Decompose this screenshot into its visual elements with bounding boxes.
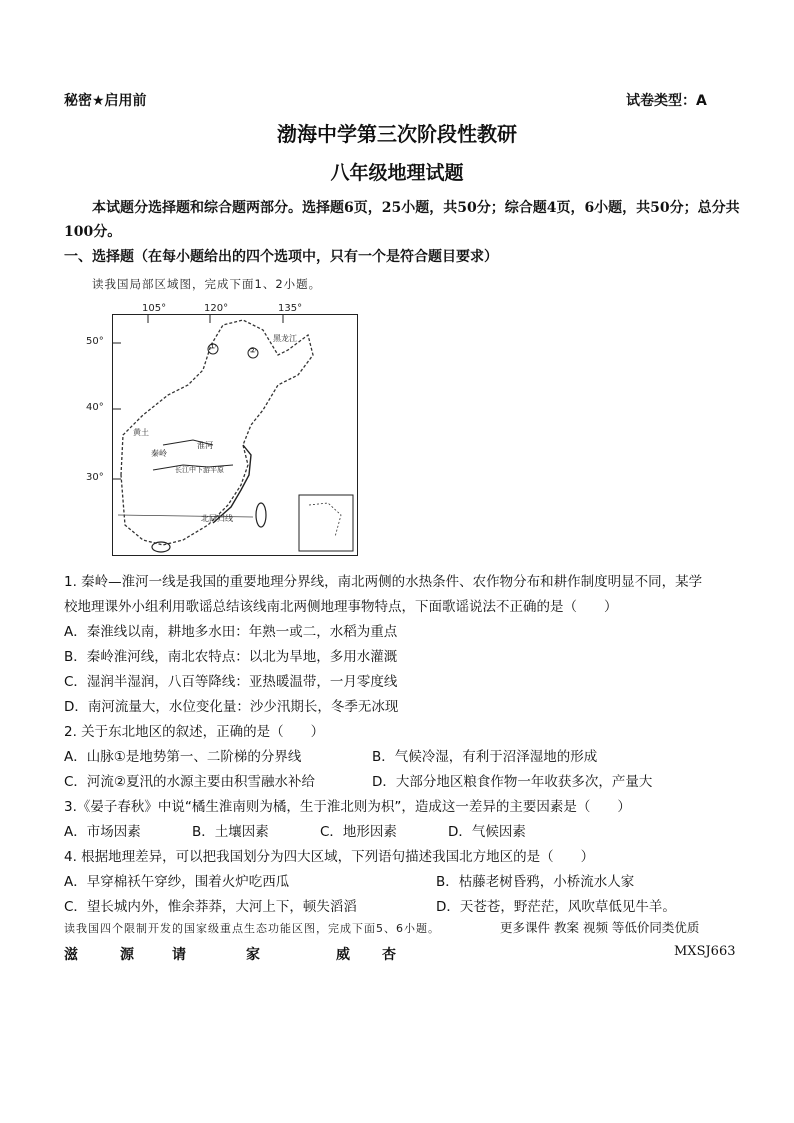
exam-instructions: 本试题分选择题和综合题两部分。选择题6页，25小题，共50分；综合题4页，6小题，共50分；总分共100分。	[64, 200, 740, 240]
place-huaihe: 淮河	[197, 441, 213, 450]
question-4-option-c: C．望长城内外，惟余莽莽，大河上下，顿失滔滔	[64, 899, 357, 915]
question-3-option-a: A．市场因素	[64, 824, 141, 840]
map-drawing	[113, 315, 356, 554]
question-2-option-d: D．大部分地区粮食作物一年收获多次，产量大	[372, 774, 653, 790]
promo-char: 杏	[382, 947, 396, 963]
question-2-option-b: B．气候冷湿，有利于沼泽湿地的形成	[372, 749, 598, 765]
exam-title: 渤海中学第三次阶段性教研	[277, 122, 517, 146]
question-1-stem-cont: 校地理课外小组利用歌谣总结该线南北两侧地理事物特点，下面歌谣说法不正确的是（ ）	[64, 599, 618, 615]
promo-char: 请	[172, 947, 186, 963]
promo-text: 更多课件 教案 视频 等低价同类优质	[500, 920, 700, 935]
question-1-option-d: D．南河流量大，水位变化量：沙少汛期长，冬季无冰现	[64, 699, 399, 715]
place-heilongjiang: 黑龙江	[273, 334, 297, 343]
china-regional-map	[112, 314, 358, 556]
next-map-prompt: 读我国四个限制开发的国家级重点生态功能区图，完成下面5、6小题。	[64, 922, 440, 935]
lat-label: 40°	[86, 402, 104, 413]
question-1-stem: 1. 秦岭—淮河一线是我国的重要地理分界线，南北两侧的水热条件、农作物分布和耕作制度明显不同，某学	[64, 574, 703, 590]
question-4-option-a: A．早穿棉袄午穿纱，围着火炉吃西瓜	[64, 874, 290, 890]
question-2-option-c: C．河流②夏汛的水源主要由积雪融水补给	[64, 774, 316, 790]
tropic-label: 北回归线	[201, 514, 233, 523]
lon-label: 105°	[142, 303, 167, 314]
lat-label: 50°	[86, 336, 104, 347]
question-3-option-d: D．气候因素	[448, 824, 526, 840]
promo-char: 家	[246, 947, 260, 963]
place-loess: 黄土	[133, 428, 149, 437]
question-3-option-c: C．地形因素	[320, 824, 397, 840]
lon-label: 135°	[278, 303, 303, 314]
question-4-stem: 4. 根据地理差异，可以把我国划分为四大区域，下列语句描述我国北方地区的是（ ）	[64, 849, 595, 865]
question-2-stem: 2. 关于东北地区的叙述，正确的是（ ）	[64, 724, 325, 740]
question-2-option-a: A．山脉①是地势第一、二阶梯的分界线	[64, 749, 302, 765]
lon-label: 120°	[204, 303, 229, 314]
map-prompt: 读我国局部区域图，完成下面1、2小题。	[92, 277, 322, 291]
question-1-option-a: A．秦淮线以南，耕地多水田：年熟一或二，水稻为重点	[64, 624, 398, 640]
question-3-stem: 3.《晏子春秋》中说“橘生淮南则为橘，生于淮北则为枳”，造成这一差异的主要因素是（ ）	[64, 799, 631, 815]
question-4-option-b: B．枯藤老树昏鸦，小桥流水人家	[436, 874, 635, 890]
confidential-label: 秘密★启用前	[64, 93, 147, 109]
question-1-option-b: B．秦岭淮河线，南北农特点：以北为旱地，多用水灌溉	[64, 649, 398, 665]
place-yangtze-plain: 长江中下游平原	[175, 466, 224, 474]
river-marker-2: ②	[249, 346, 257, 355]
promo-char: 威	[336, 947, 350, 963]
question-1-option-c: C．湿润半湿润，八百等降线：亚热暖温带，一月零度线	[64, 674, 398, 690]
promo-char: 源	[120, 947, 134, 963]
question-4-option-d: D．天苍苍，野茫茫，风吹草低见牛羊。	[436, 899, 676, 915]
lat-label: 30°	[86, 472, 104, 483]
mountain-marker-1: ①	[209, 342, 217, 351]
promo-char: 滋	[64, 947, 78, 963]
question-3-option-b: B．土壤因素	[192, 824, 269, 840]
promo-code: MXSJ663	[674, 944, 736, 959]
paper-type-label: 试卷类型：A	[626, 93, 707, 109]
section-heading: 一、选择题（在每小题给出的四个选项中，只有一个是符合题目要求）	[64, 249, 498, 265]
place-qinling: 秦岭	[151, 449, 167, 458]
exam-subtitle: 八年级地理试题	[330, 162, 464, 184]
